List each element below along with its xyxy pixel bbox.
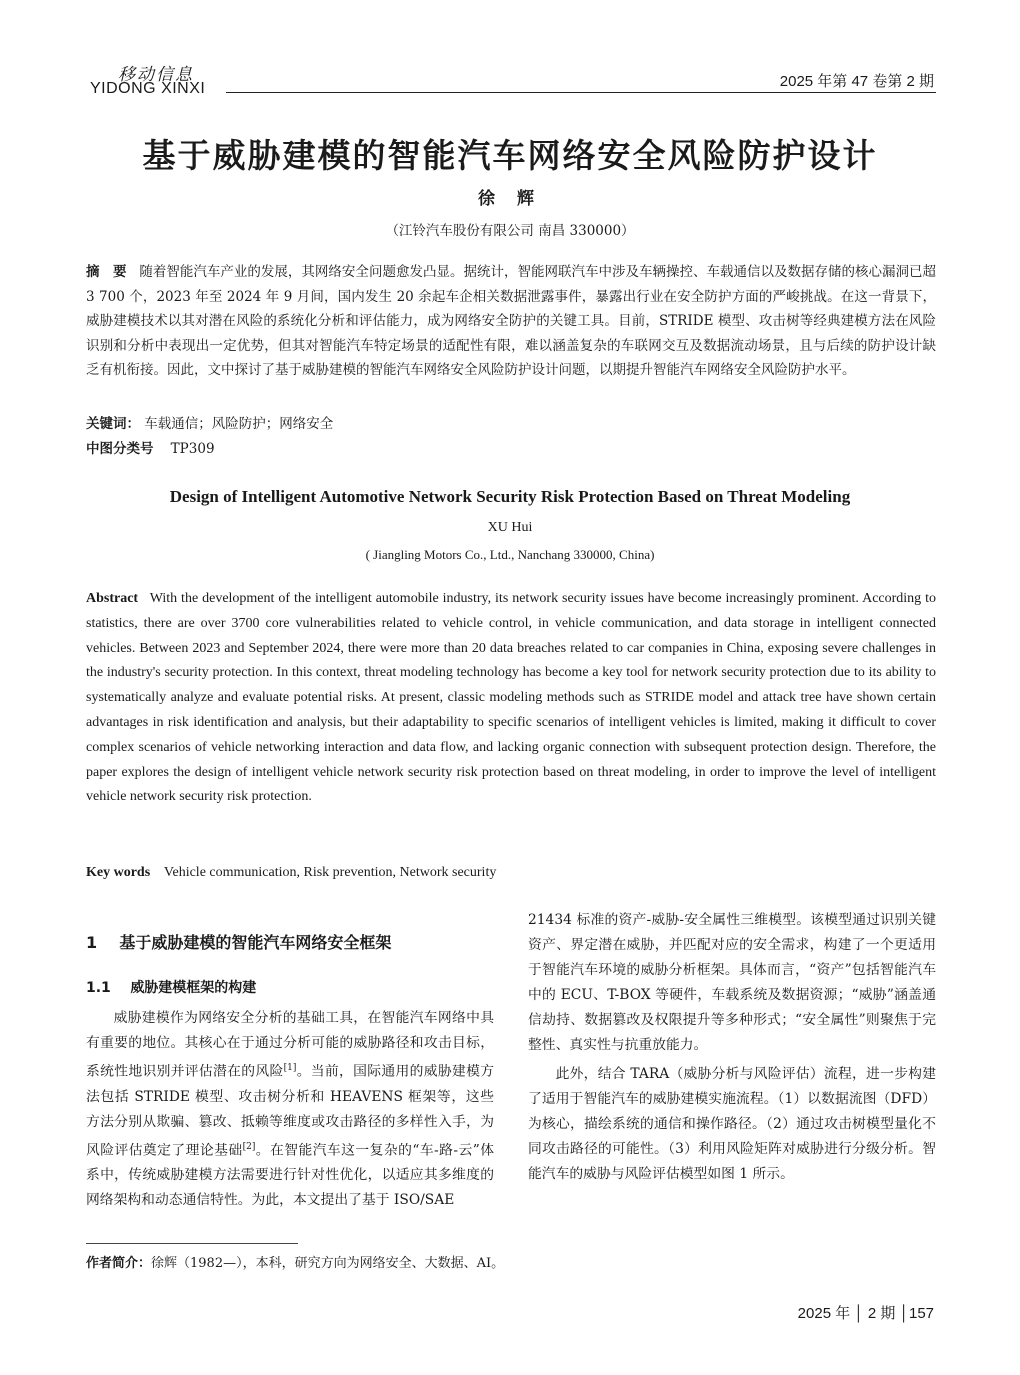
abstract-en-label: Abstract — [86, 591, 139, 606]
body-right-column — [528, 908, 936, 1187]
affiliation: （江铃汽车股份有限公司 南昌 330000） — [385, 223, 635, 239]
paragraph-1-c: 。在智能汽车这一复杂的“车-路-云”体系中，传统威胁建模方法需要进行针对性优化，以适应其多维度的网络架构和动态通信特性。为此，本文提出了基于 ISO/SAE — [86, 1142, 495, 1209]
footnote-rule — [86, 1243, 298, 1244]
paper-title: 基于威胁建模的智能汽车网络安全风险防护设计 — [142, 136, 878, 175]
paragraph-1-a: 威胁建模作为网络安全分析的基础工具，在智能汽车网络中具有重要的地位。其核心在于通过分析可能的威胁路径和攻击目标，系统性地识别并评估潜在的风险 — [86, 1010, 494, 1080]
keywords-en — [86, 861, 936, 886]
paragraph-1 — [86, 1006, 494, 1213]
section-1-1-number: 1.1 — [86, 980, 111, 996]
section-1-1-heading — [86, 977, 256, 997]
paragraph-2: 此外，结合 TARA（威胁分析与风险评估）流程，进一步构建了适用于智能汽车的威胁建模实施流程。（1）以数据流图（DFD）为核心，描绘系统的通信和操作路径。（2）通过攻击树模型量化不同攻击路径的可能性。（3）利用风险矩阵对威胁进行分级分析。智能汽车的威胁与风险评估模型如图 1 所示。 — [528, 1066, 936, 1182]
abstract-cn-text: 随着智能汽车产业的发展，其网络安全问题愈发凸显。据统计，智能网联汽车中涉及车辆操控、车载通信以及数据存储的核心漏洞已超 3 700 个，2023 年至 2024 年 9 月间，国内发生 20 余起车企相关数据泄露事件，暴露出行业在安全防护方面的严峻挑战。在这一背景下，威胁建模技术以其对潜在风险的系统化分析和评估能力，成为网络安全防护的关键工具。目前，STRIDE 模型、攻击树等经典建模方法在风险识别和分析中表现出一定优势，但其对智能汽车特定场景的适配性有限，难以涵盖复杂的车联网交互及数据流动场景，且与后续的防护设计缺乏有机衔接。因此，文中探讨了基于威胁建模的智能汽车网络安全风险防护设计问题，以期提升智能汽车网络安全风险防护水平。 — [86, 264, 937, 378]
paragraph-1-b: 。当前，国际通用的威胁建模方法包括 STRIDE 模型、攻击树分析和 HEAVENS 框架等，这些方法分别从欺骗、篡改、抵赖等维度或攻击路径的多样性入手，为风险评估奠定了理论基础 — [86, 1063, 494, 1159]
paragraph-1-continued: 21434 标准的资产-威胁-安全属性三维模型。该模型通过识别关键资产、界定潜在威胁，并匹配对应的安全需求，构建了一个更适用于智能汽车环境的威胁分析框架。具体而言，“资产”包括智能汽车中的 ECU、T-BOX 等硬件，车载系统及数据资源；“威胁”涵盖通信劫持、数据篡改及权限提升等多种形式；“安全属性”则聚焦于完整性、真实性与抗重放能力。 — [528, 912, 936, 1053]
author-footnote — [86, 1252, 504, 1271]
clc-label: 中图分类号 — [86, 441, 154, 457]
body-left-column — [86, 1006, 494, 1213]
issue-info: 2025 年第 47 卷第 2 期 — [779, 73, 934, 90]
clc-text: TP309 — [170, 441, 215, 457]
author: 徐 辉 — [478, 189, 542, 209]
footnote-text: 徐辉（1982—），本科，研究方向为网络安全、大数据、AI。 — [151, 1256, 505, 1271]
citation-1: [1] — [283, 1063, 297, 1073]
footnote-label: 作者简介： — [86, 1256, 152, 1271]
journal-logo-en: YIDONG XINXI — [90, 80, 206, 97]
clc — [86, 437, 936, 462]
abstract-en — [86, 587, 936, 810]
abstract-en-text: With the development of the intelligent automobile industry, its network security issues have become increasingly prominent. According to statistics, there are over 3700 core vulnerabilities related to vehicle control, in vehicle communication, and data storage in intelligent connected vehicles. Between 2023 and September 2024, there were more than 20 data breaches related to car companies in China, exposing severe challenges in the industry's security protection. In this context, threat modeling technology has become a key tool for network security protection due to its ability to systematically analyze and evaluate potential risks. At present, classic modeling methods such as STRIDE model and attack tree have shown certain advantages in risk identification and analysis, but their adaptability to specific scenarios of intelligent vehicles is limited, making it difficult to cover complex scenarios of vehicle networking interaction and data flow, and lacking organic connection with subsequent protection design. Therefore, the paper explores the design of intelligent vehicle network security risk protection based on threat modeling, in order to improve the level of intelligent vehicle network security risk protection. — [86, 591, 936, 805]
abstract-cn — [86, 260, 936, 383]
keywords-cn-text: 车载通信；风险防护；网络安全 — [144, 416, 334, 432]
section-1-heading — [86, 930, 391, 953]
page-footer: 2025 年 │ 2 期 │157 — [797, 1305, 934, 1322]
journal-logo-cn: 移动信息 — [118, 65, 194, 85]
keywords-en-label: Key words — [86, 865, 151, 880]
section-1-number: 1 — [86, 933, 98, 952]
keywords-en-text: Vehicle communication, Risk prevention, Network security — [163, 865, 497, 880]
header-rule — [226, 92, 936, 93]
english-affiliation: ( Jiangling Motors Co., Ltd., Nanchang 330000, China) — [365, 547, 655, 562]
section-1-1-title: 威胁建模框架的构建 — [130, 980, 257, 996]
abstract-cn-label: 摘 要 — [86, 264, 127, 280]
keywords-cn — [86, 412, 936, 437]
section-1-title: 基于威胁建模的智能汽车网络安全框架 — [119, 933, 392, 952]
english-author: XU Hui — [487, 520, 533, 535]
citation-2: [2] — [242, 1141, 256, 1152]
keywords-cn-label: 关键词： — [86, 416, 140, 432]
english-title: Design of Intelligent Automotive Network Security Risk Protection Based on Threat Modeling — [169, 487, 851, 506]
